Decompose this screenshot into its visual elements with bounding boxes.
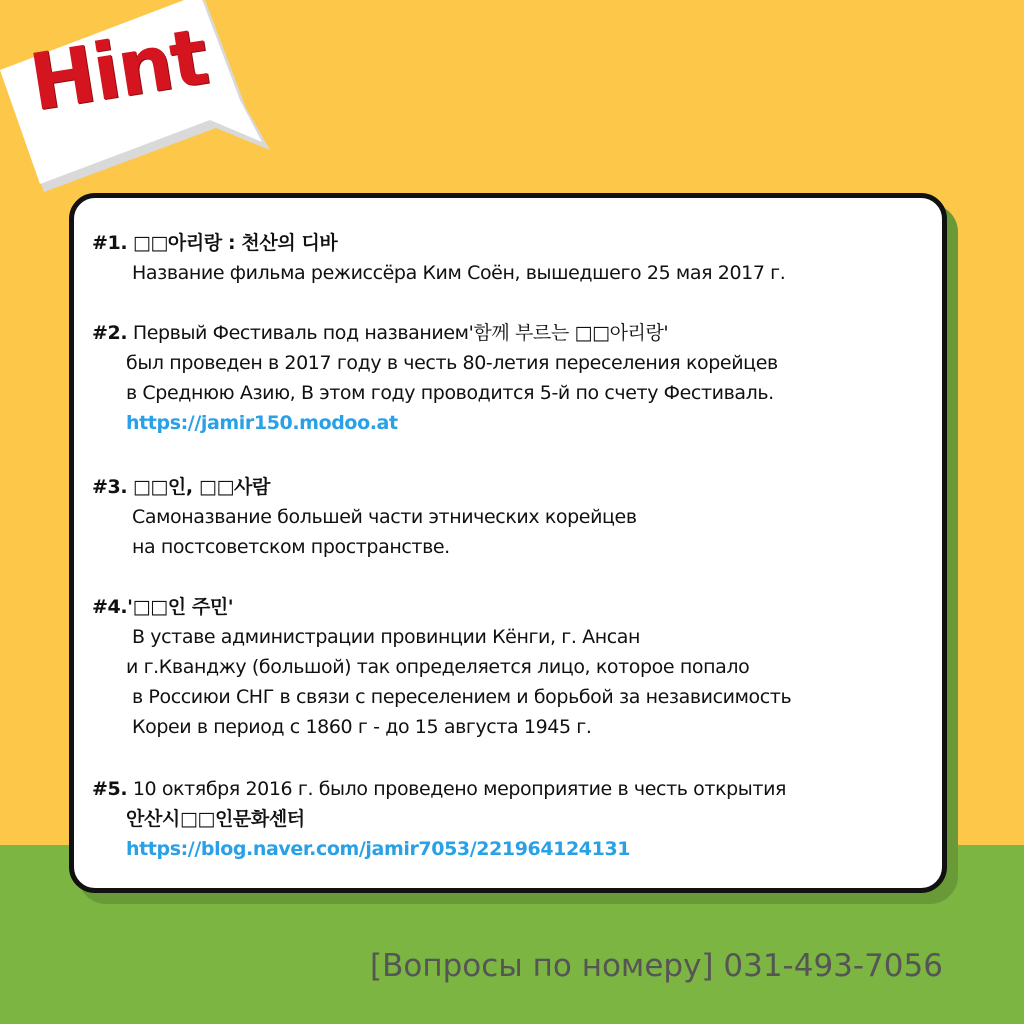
hint-line: В уставе администрации провинции Кёнги, г. Ансан	[132, 626, 641, 648]
hint-line: был проведен в 2017 году в честь 80-летия переселения корейцев	[126, 352, 778, 374]
hint-item-5	[92, 774, 786, 864]
hint-link[interactable]: https://blog.naver.com/jamir7053/221964124131	[126, 838, 631, 860]
hint-line: Название фильма режиссёра Ким Соён, вышедшего 25 мая 2017 г.	[132, 262, 786, 284]
hint-number: #2.	[92, 322, 128, 344]
hint-number: #4.	[92, 596, 128, 618]
hint-number: #5.	[92, 778, 128, 800]
hint-line: Кореи в период с 1860 г - до 15 августа 1945 г.	[132, 716, 592, 738]
hint-line: □□인, □□사람	[132, 476, 270, 498]
hint-line: в Россиюи СНГ в связи с переселением и борьбой за независимость	[132, 686, 792, 708]
hint-item-4	[92, 592, 791, 742]
hint-line: 안산시□□인문화센터	[126, 808, 305, 830]
hint-number: #1.	[92, 232, 128, 254]
hint-line: 10 октября 2016 г. было проведено мероприятие в честь открытия	[132, 778, 787, 800]
hint-speech-bubble	[0, 0, 290, 200]
hint-line: в Среднюю Азию, В этом году проводится 5-й по счету Фестиваль.	[126, 382, 774, 404]
hint-title: Hint	[24, 12, 213, 129]
hint-line: □□아리랑 : 천산의 디바	[132, 232, 338, 254]
hint-item-3	[92, 472, 637, 562]
hint-link[interactable]: https://jamir150.modoo.at	[126, 412, 398, 434]
hint-line: на постсоветском пространстве.	[132, 536, 450, 558]
hint-line: и г.Кванджу (большой) так определяется лицо, которое попало	[126, 656, 750, 678]
hint-item-2	[92, 318, 778, 438]
hint-line: Первый Фестиваль под названием'함께 부르는 □□아리랑'	[132, 322, 669, 344]
hint-line: Самоназвание большей части этнических корейцев	[132, 506, 637, 528]
hint-item-1	[92, 228, 785, 288]
hint-number: #3.	[92, 476, 128, 498]
footer-contact: [Вопросы по номеру] 031-493-7056	[370, 948, 943, 984]
hint-line: '□□인 주민'	[127, 596, 234, 618]
